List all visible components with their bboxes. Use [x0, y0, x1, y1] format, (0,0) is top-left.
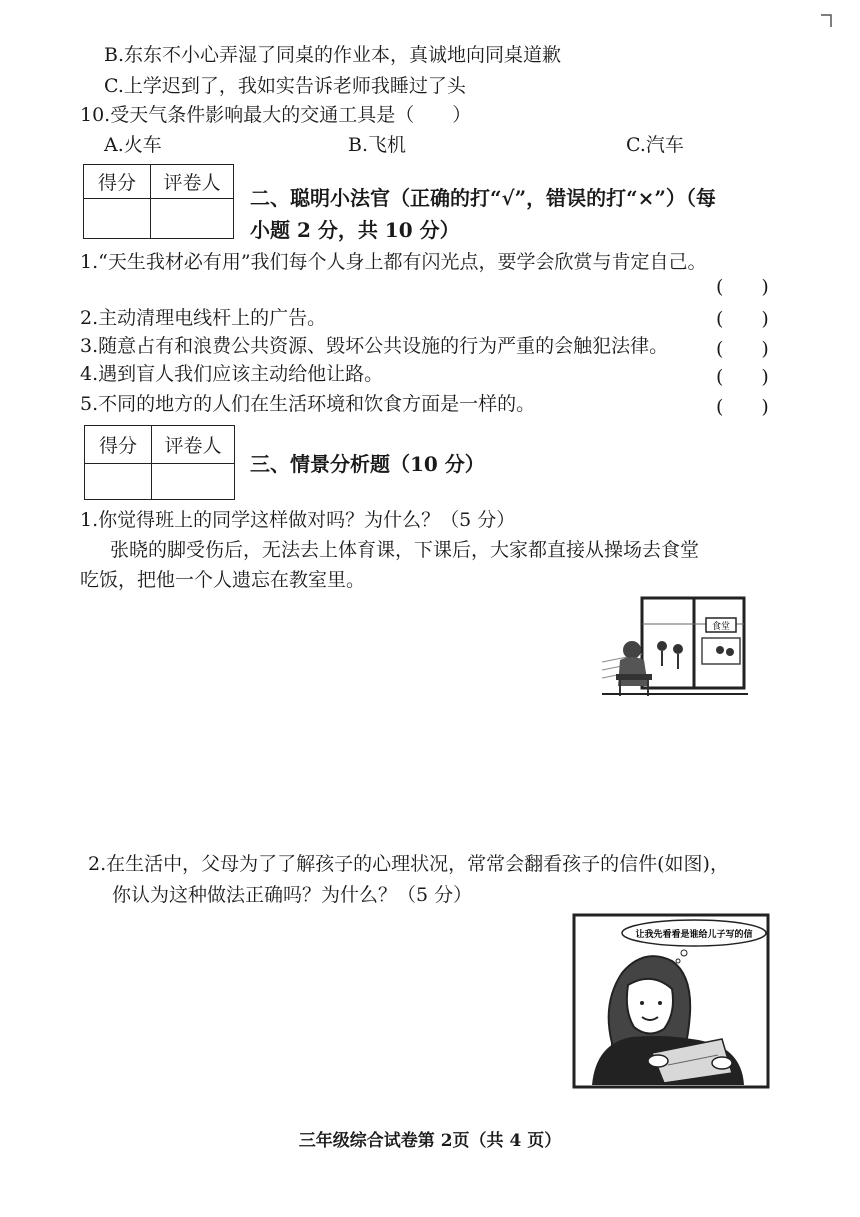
score-header: 得分	[85, 426, 152, 464]
judge-item-4: 4.遇到盲人我们应该主动给他让路。	[80, 363, 384, 385]
score-table-section-3	[84, 425, 235, 500]
answer-paren-1[interactable]: ( )	[716, 276, 769, 298]
classroom-illustration	[602, 594, 748, 698]
answer-paren-4[interactable]: ( )	[716, 366, 769, 388]
grader-header: 评卷人	[151, 165, 234, 199]
q10-option-c: C.汽车	[626, 134, 684, 156]
q10-option-b: B.飞机	[348, 134, 407, 156]
scenario-q1-text: 张晓的脚受伤后，无法去上体育课，下课后，大家都直接从操场去食堂	[110, 539, 700, 561]
grader-cell[interactable]	[152, 464, 235, 500]
answer-paren-2[interactable]: ( )	[716, 308, 769, 330]
score-cell[interactable]	[84, 199, 151, 239]
grader-header: 评卷人	[152, 426, 235, 464]
score-cell[interactable]	[85, 464, 152, 500]
judge-item-3: 3.随意占有和浪费公共资源、毁坏公共设施的行为严重的会触犯法律。	[80, 335, 669, 357]
score-header: 得分	[84, 165, 151, 199]
section-2-title: 二、聪明小法官（正确的打“√”，错误的打“×”）（每	[250, 186, 716, 210]
q9-option-c: C.上学迟到了，我如实告诉老师我睡过了头	[104, 75, 466, 97]
corner-mark	[820, 12, 834, 28]
answer-paren-5[interactable]: ( )	[716, 396, 769, 418]
judge-item-2: 2.主动清理电线杆上的广告。	[80, 307, 327, 329]
section-3-title: 三、情景分析题（10 分）	[250, 452, 485, 476]
page-footer: 三年级综合试卷第 2页（共 4 页）	[298, 1131, 562, 1151]
scenario-q2-stem: 2.在生活中，父母为了了解孩子的心理状况，常常会翻看孩子的信件(如图)，	[88, 853, 729, 875]
scenario-q1-text-cont: 吃饭，把他一个人遗忘在教室里。	[80, 569, 366, 591]
speech-bubble-text: 让我先看看是谁给儿子写的信	[635, 930, 753, 940]
judge-item-1: 1.“天生我材必有用”我们每个人身上都有闪光点，要学会欣赏与肯定自己。	[80, 251, 707, 273]
q9-option-b: B.东东不小心弄湿了同桌的作业本，真诚地向同桌道歉	[104, 44, 562, 66]
canteen-sign: 食堂	[711, 622, 731, 632]
grader-cell[interactable]	[151, 199, 234, 239]
parent-reading-letter-illustration	[572, 913, 770, 1089]
score-table-section-2	[83, 164, 234, 239]
answer-paren-3[interactable]: ( )	[716, 338, 769, 360]
q10-stem: 10.受天气条件影响最大的交通工具是（ ）	[80, 104, 472, 126]
scenario-q2-stem-cont: 你认为这种做法正确吗？为什么？（5 分）	[112, 884, 473, 906]
q10-option-a: A.火车	[104, 134, 162, 156]
scenario-q1-stem: 1.你觉得班上的同学这样做对吗？为什么？（5 分）	[80, 509, 516, 531]
judge-item-5: 5.不同的地方的人们在生活环境和饮食方面是一样的。	[80, 393, 536, 415]
section-2-title-cont: 小题 2 分，共 10 分）	[250, 218, 460, 242]
